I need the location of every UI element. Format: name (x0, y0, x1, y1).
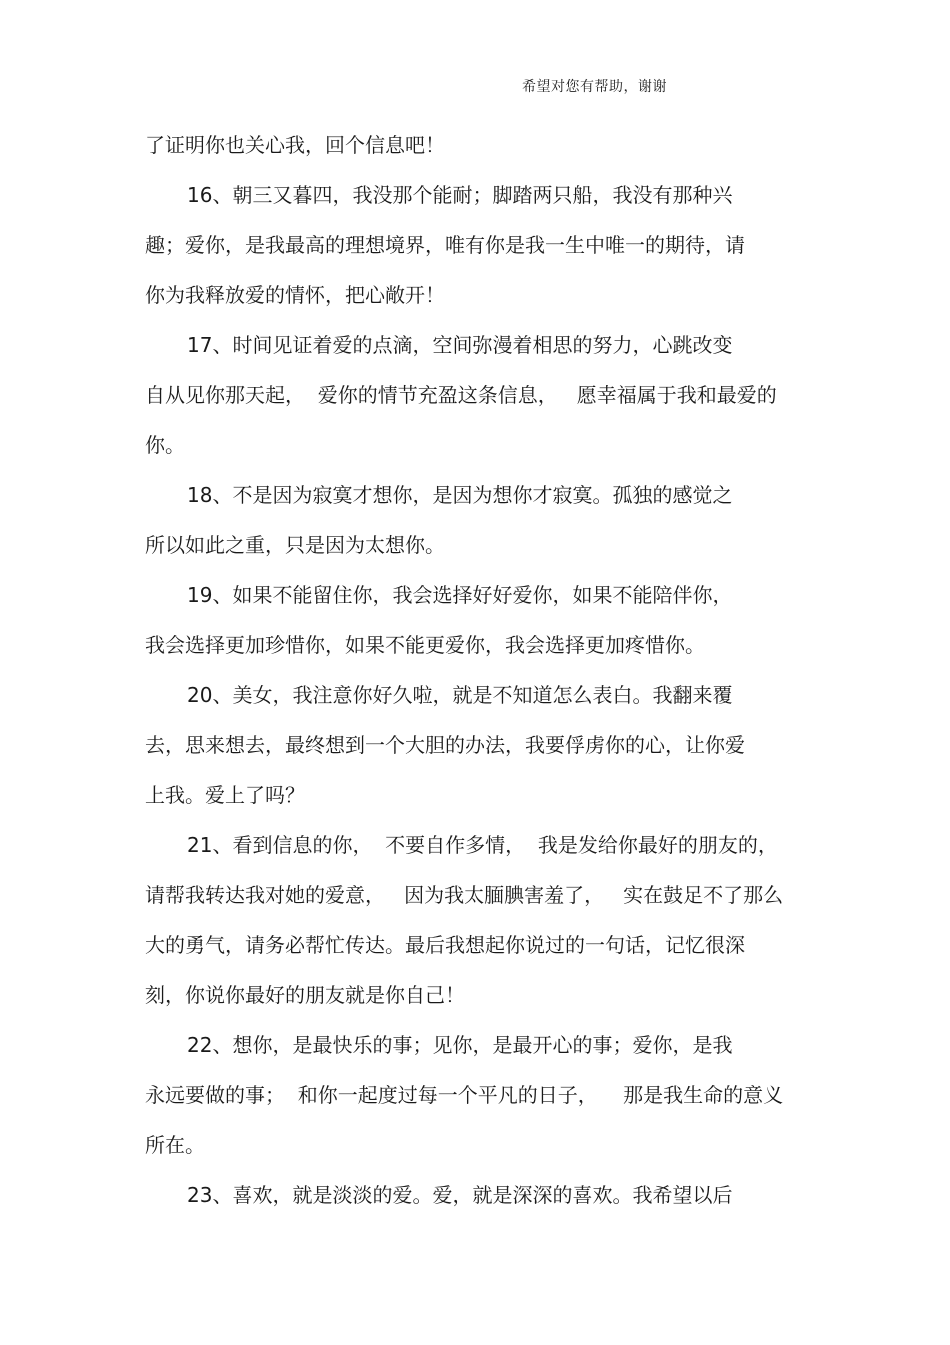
text-line: 20、美女，我注意你好久啦，就是不知道怎么表白。我翻来覆 (187, 683, 733, 707)
page-header: 希望对您有帮助，谢谢 (522, 79, 667, 95)
text-line: 21、看到信息的你， 不要自作多情， 我是发给你最好的朋友的， (187, 833, 778, 857)
text-line: 16、朝三又暮四，我没那个能耐；脚踏两只船，我没有那种兴 (187, 183, 733, 207)
text-line: 所以如此之重，只是因为太想你。 (145, 533, 445, 557)
text-line: 了证明你也关心我，回个信息吧！ (145, 133, 445, 157)
text-line: 请帮我转达我对她的爱意， 因为我太腼腆害羞了， 实在鼓足不了那么 (145, 883, 784, 907)
text-line: 所在。 (145, 1133, 205, 1157)
text-line: 22、想你，是最快乐的事；见你，是最开心的事；爱你，是我 (187, 1033, 733, 1057)
text-line: 上我。爱上了吗？ (145, 783, 305, 807)
text-line: 我会选择更加珍惜你，如果不能更爱你，我会选择更加疼惜你。 (145, 633, 705, 657)
text-line: 去，思来想去，最终想到一个大胆的办法，我要俘虏你的心，让你爱 (145, 733, 745, 757)
text-line: 永远要做的事； 和你一起度过每一个平凡的日子， 那是我生命的意义 (145, 1083, 784, 1107)
text-line: 趣；爱你，是我最高的理想境界，唯有你是我一生中唯一的期待，请 (145, 233, 745, 257)
text-line: 你。 (145, 433, 185, 457)
text-line: 17、时间见证着爱的点滴，空间弥漫着相思的努力，心跳改变 (187, 333, 733, 357)
text-line: 23、喜欢，就是淡淡的爱。爱，就是深深的喜欢。我希望以后 (187, 1183, 733, 1207)
text-line: 19、如果不能留住你，我会选择好好爱你，如果不能陪伴你， (187, 583, 733, 607)
text-line: 大的勇气，请务必帮忙传达。最后我想起你说过的一句话，记忆很深 (145, 933, 745, 957)
text-line: 刻，你说你最好的朋友就是你自己！ (145, 983, 465, 1007)
text-line: 自从见你那天起， 爱你的情节充盈这条信息， 愿幸福属于我和最爱的 (145, 383, 777, 407)
text-line: 18、不是因为寂寞才想你，是因为想你才寂寞。孤独的感觉之 (187, 483, 733, 507)
text-line: 你为我释放爱的情怀，把心敞开！ (145, 283, 445, 307)
